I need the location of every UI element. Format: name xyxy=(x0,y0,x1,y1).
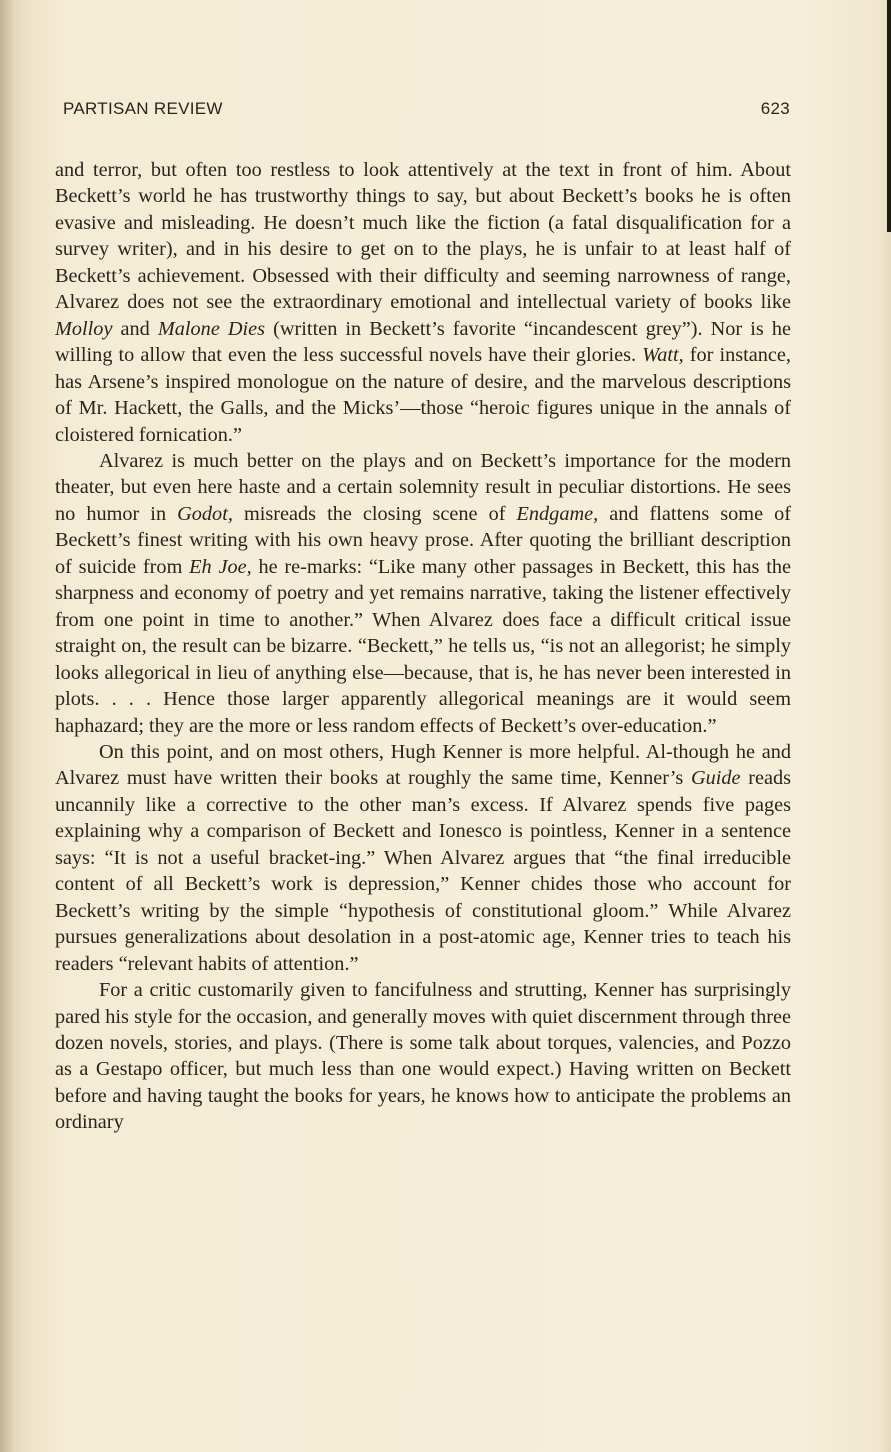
italic-title: Endgame, xyxy=(516,502,599,525)
text-run: for instance, has Arsene’s inspired monologue on the nature of desire, and the marvelous descriptions of Mr. Hackett, the Galls, and the Micks’—those “heroic figures unique in the annals of cloistered fornication.” xyxy=(55,344,791,446)
paragraph xyxy=(55,157,791,448)
text-run: For a critic customarily given to fancifulness and strutting, Kenner has surprisingly pared his style for the occasion, and generally moves with quiet discernment through three dozen novels, stories, and plays. (There is some talk about torques, valencies, and Pozzo as a Gestapo officer, but much less than one would expect.) Having written on Beckett before and having taught the books for years, he knows how to anticipate the problems an ordinary xyxy=(55,979,791,1134)
page-number: 623 xyxy=(760,99,790,118)
italic-title: Watt, xyxy=(642,344,684,367)
italic-title: Guide xyxy=(690,767,741,790)
text-run: reads uncannily like a corrective to the other man’s excess. If Alvarez spends five pages explaining why a comparison of Beckett and Ionesco is pointless, Kenner in a sentence says: “It is not a useful bracket-ing.” When Alvarez argues that “the final irreducible content of all Beckett’s work is depression,” Kenner chides those who account for Beckett’s writing by the simple “hypothesis of constitutional gloom.” While Alvarez pursues generalizations about desolation in a post-atomic age, Kenner tries to teach his readers “relevant habits of attention.” xyxy=(55,767,791,975)
paragraph xyxy=(55,448,791,739)
text-run: and terror, but often too restless to look attentively at the text in front of him. About Beckett’s world he has trustworthy things to say, but about Beckett’s books he is often evasive and misleading. He doesn’t much like the fiction (a fatal disqualification for a survey writer), and in his desire to get on to the plays, he is unfair to at least half of Beckett’s achievement. Obsessed with their difficulty and seeming narrowness of range, Alvarez does not see the extraordinary emotional and intellectual variety of books like xyxy=(55,159,791,314)
paragraph xyxy=(55,739,791,977)
text-run: Alvarez is much better on the plays and on Beckett’s importance for the modern theater, but even here haste and a certain solemnity result in peculiar distortions. He sees no humor in xyxy=(55,449,791,525)
text-run: and xyxy=(112,317,158,340)
text-run: On this point, and on most others, Hugh Kenner is more helpful. Al-though he and Alvarez must have written their books at roughly the same time, Kenner’s xyxy=(55,740,791,790)
italic-title: Molloy xyxy=(55,317,113,340)
italic-title: Eh Joe, xyxy=(189,555,252,578)
italic-title: Malone Dies xyxy=(157,317,266,340)
journal-title: PARTISAN REVIEW xyxy=(63,99,223,118)
page-edge-mark xyxy=(887,0,891,232)
running-head xyxy=(63,99,790,119)
italic-title: Godot, xyxy=(177,502,233,525)
text-run: misreads the closing scene of xyxy=(232,502,517,525)
text-run: and flattens some of Beckett’s finest writing with his own heavy prose. After quoting the brilliant description of suicide from xyxy=(55,502,792,578)
paragraph xyxy=(55,977,791,1136)
text-run: (written in Beckett’s favorite “incandescent grey”). Nor is he willing to allow that even the less successful novels have their glories. xyxy=(55,317,791,367)
spine-shadow xyxy=(0,0,14,1452)
article-body xyxy=(55,157,791,1136)
text-run: he re-marks: “Like many other passages in Beckett, this has the sharpness and economy of poetry and yet remains narrative, taking the listener effectively from one point in time to another.” When Alvarez does face a difficult critical issue straight on, the result can be bizarre. “Beckett,” he tells us, “is not an allegorist; he simply looks allegorical in lieu of anything else—because, that is, he has never been interested in plots. . . . Hence those larger apparently allegorical meanings are it would seem haphazard; they are the more or less random effects of Beckett’s over-education.” xyxy=(55,555,791,737)
